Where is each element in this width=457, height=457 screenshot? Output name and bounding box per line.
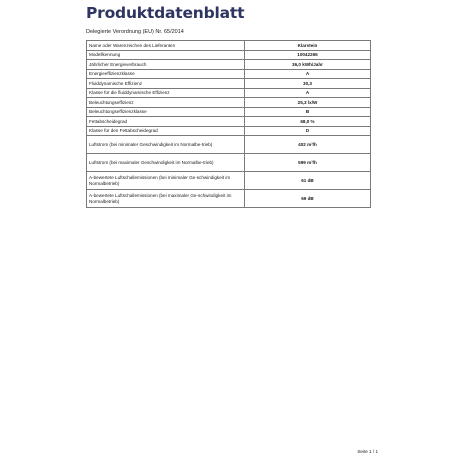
row-value: 402 m³/h <box>245 136 371 154</box>
row-value: B <box>245 107 371 117</box>
row-value: A <box>245 88 371 98</box>
row-value: 10042265 <box>245 50 371 60</box>
table-row <box>87 50 371 60</box>
row-value: 61 dB <box>245 172 371 190</box>
row-label: Luftstrom (bei minimaler Geschwindigkeit im Normalbe-trieb) <box>87 136 245 154</box>
row-label: Beleuchtungseffizienz <box>87 98 245 108</box>
table-row <box>87 190 371 208</box>
row-value: 25,3 lx/W <box>245 98 371 108</box>
row-value: 68,0 % <box>245 117 371 127</box>
table-row <box>87 136 371 154</box>
row-label: Fettabscheidegrad <box>87 117 245 127</box>
row-value: Klarstein <box>245 41 371 51</box>
row-value: A <box>245 69 371 79</box>
page-title: Produktdatenblatt <box>86 4 245 22</box>
row-value: 36,0 kWh/Jahr <box>245 60 371 70</box>
product-data-table <box>86 40 371 208</box>
row-label: A-bewertete Luftschallemissionen (bei maximaler Ge-schwindigkeit im Normalbetrieb) <box>87 190 245 208</box>
table-row <box>87 79 371 89</box>
row-label: Name oder Warenzeichen des Lieferanten <box>87 41 245 51</box>
row-label: Energieeffizienzklasse <box>87 69 245 79</box>
row-label: Klasse für den Fettabscheidegrad <box>87 126 245 136</box>
table-row <box>87 41 371 51</box>
row-label: Klasse für die fluiddynamische Effizienz <box>87 88 245 98</box>
table-row <box>87 107 371 117</box>
table-row <box>87 60 371 70</box>
page-number: Seite 1 / 1 <box>357 449 378 454</box>
row-label: Luftstrom (bei maximaler Geschwindigkeit im Normalbe-trieb) <box>87 154 245 172</box>
row-label: Fluiddynamische Effizienz <box>87 79 245 89</box>
table-row <box>87 154 371 172</box>
row-value: D <box>245 126 371 136</box>
row-label: Jährlicher Energieverbrauch <box>87 60 245 70</box>
row-label: Beleuchtungseffizienzklasse <box>87 107 245 117</box>
table-row <box>87 117 371 127</box>
regulation-reference: Delegierte Verordnung (EU) Nr. 65/2014 <box>86 29 184 35</box>
row-label: Modellkennung <box>87 50 245 60</box>
table-row <box>87 98 371 108</box>
row-value: 599 m³/h <box>245 154 371 172</box>
table-row <box>87 88 371 98</box>
table-row <box>87 172 371 190</box>
row-value: 30,3 <box>245 79 371 89</box>
table-row <box>87 69 371 79</box>
row-value: 69 dB <box>245 190 371 208</box>
table-row <box>87 126 371 136</box>
row-label: A-bewertete Luftschallemissionen (bei minimaler Ge-schwindigkeit im Normalbetrieb) <box>87 172 245 190</box>
product-data-table-body <box>87 41 371 208</box>
